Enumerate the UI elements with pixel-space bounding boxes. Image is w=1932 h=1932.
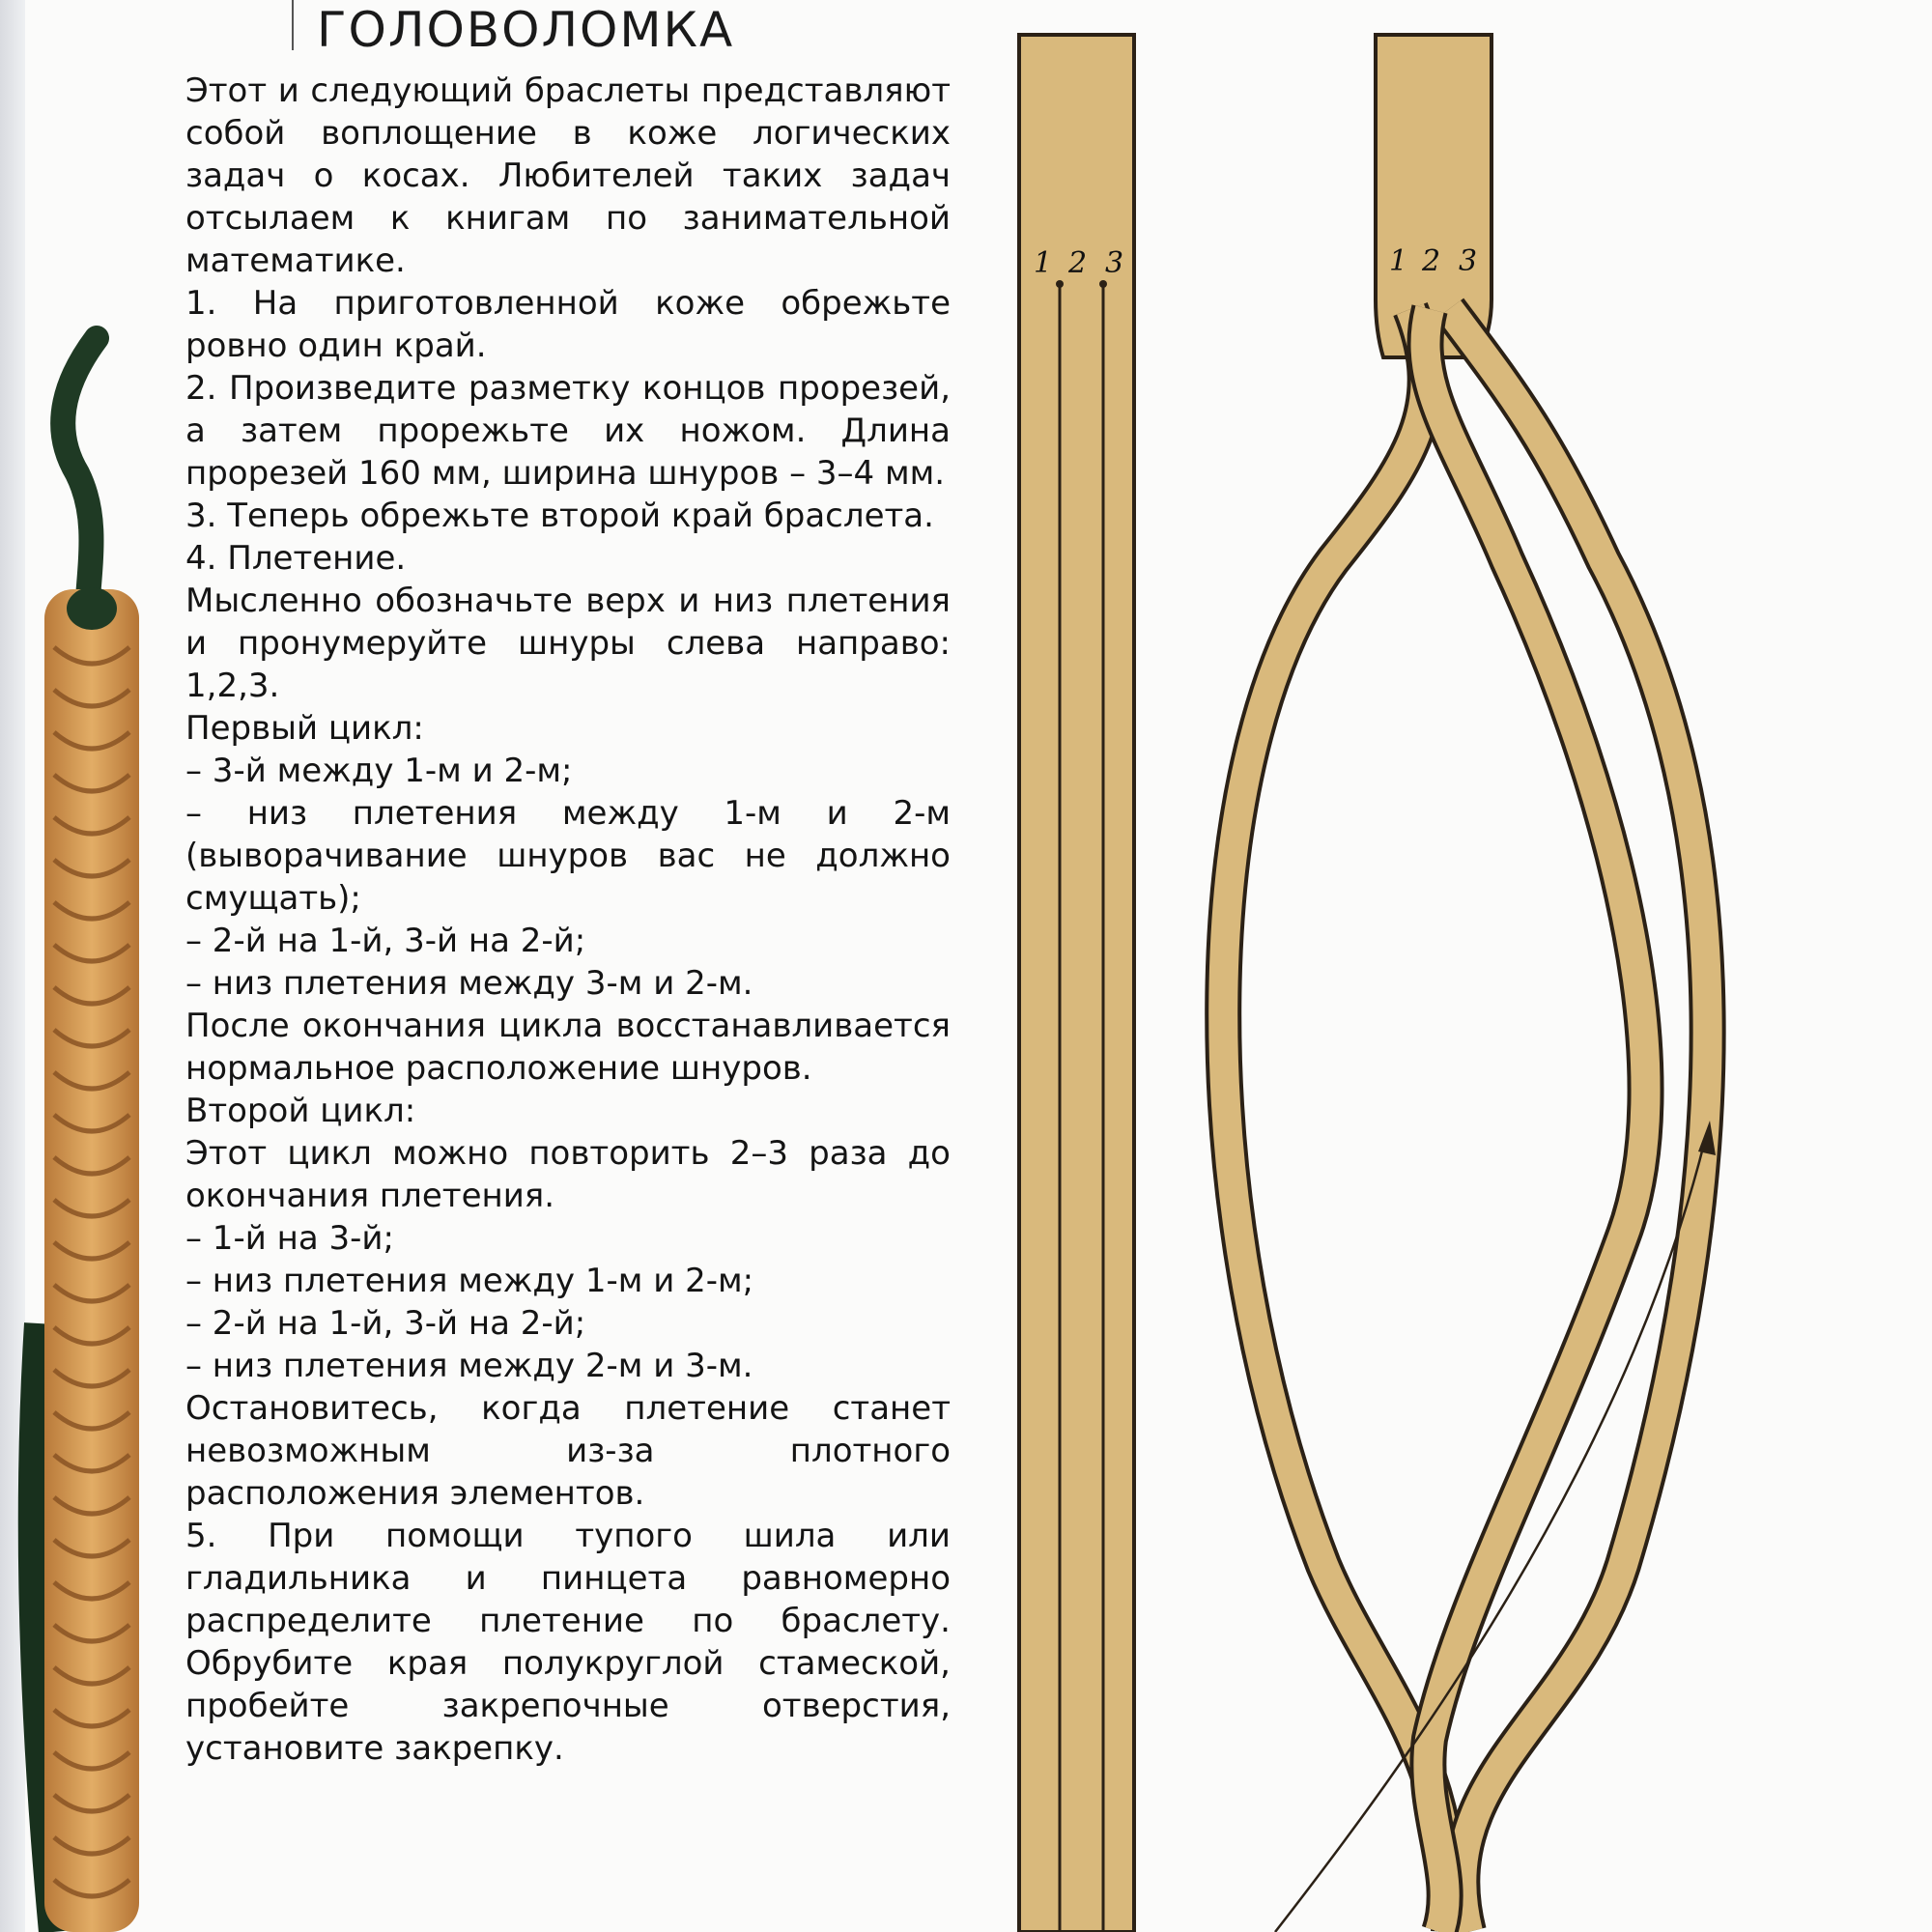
strip-before (1019, 35, 1134, 1932)
strand-label: 2 (1422, 244, 1441, 278)
step-4-intro: Мысленно обозначьте верх и низ плетения и пронумеруйте шнуры слева направо: 1,2,3. (185, 582, 951, 705)
cycle-2-heading: Второй цикл: (185, 1092, 416, 1130)
cord-icon (63, 338, 97, 609)
cycle-1-item: – низ плетения между 1-м и 2-м (выворачивание шнуров вас не должно смущать); (185, 794, 951, 918)
cycle-2-item: – низ плетения между 2-м и 3-м. (185, 1347, 753, 1385)
cycle-2-note: Этот цикл можно повторить 2–3 раза до окончания плетения. (185, 1134, 951, 1215)
step-2: 2. Произведите разметку концов прорезей, а затем прорежьте их ножом. Длина прорезей 160 мм, ширина шнуров – 3–4 мм. (185, 369, 951, 493)
cycle-1-item: – 3-й между 1-м и 2-м; (185, 752, 573, 790)
strand-label: 3 (1459, 244, 1478, 278)
cycle-1-heading: Первый цикл: (185, 709, 424, 748)
bracelet-photo (0, 319, 164, 1932)
strip-braided (1223, 35, 1716, 1932)
strand-label: 1 (1389, 244, 1408, 278)
title-divider (292, 0, 294, 50)
cycle-1-note: После окончания цикла восстанавливается нормальное расположение шнуров. (185, 1007, 951, 1088)
step-4-heading: 4. Плетение. (185, 539, 407, 578)
step-3: 3. Теперь обрежьте второй край браслета. (185, 497, 934, 535)
cycle-2-item: – 1-й на 3-й; (185, 1219, 394, 1258)
strand-label: 3 (1105, 246, 1124, 280)
cycle-1-item: – низ плетения между 3-м и 2-м. (185, 964, 753, 1003)
cycle-2-item: – низ плетения между 1-м и 2-м; (185, 1262, 754, 1300)
cycle-2-item: – 2-й на 1-й, 3-й на 2-й; (185, 1304, 586, 1343)
instructions-text (185, 70, 951, 1770)
cycle-1-item: – 2-й на 1-й, 3-й на 2-й; (185, 922, 586, 960)
page-title: ГОЛОВОЛОМКА (317, 2, 735, 58)
braid-diagram (1005, 19, 1797, 1932)
intro-paragraph: Этот и следующий браслеты представляют собой воплощение в коже логических задач о косах. Любителей таких задач отсылаем к книгам по занимательной математике. (185, 71, 951, 280)
step-1: 1. На приготовленной коже обрежьте ровно один край. (185, 284, 951, 365)
strand-label: 1 (1034, 246, 1053, 280)
strand-label: 2 (1068, 246, 1088, 280)
stop-note: Остановитесь, когда плетение станет невозможным из-за плотного расположения элементов. (185, 1389, 951, 1513)
step-5: 5. При помощи тупого шила или гладильника и пинцета равномерно распределите плетение по браслету. Обрубите края полукруглой стамеской, пробейте закрепочные отверстия, установите закрепку. (185, 1517, 951, 1768)
